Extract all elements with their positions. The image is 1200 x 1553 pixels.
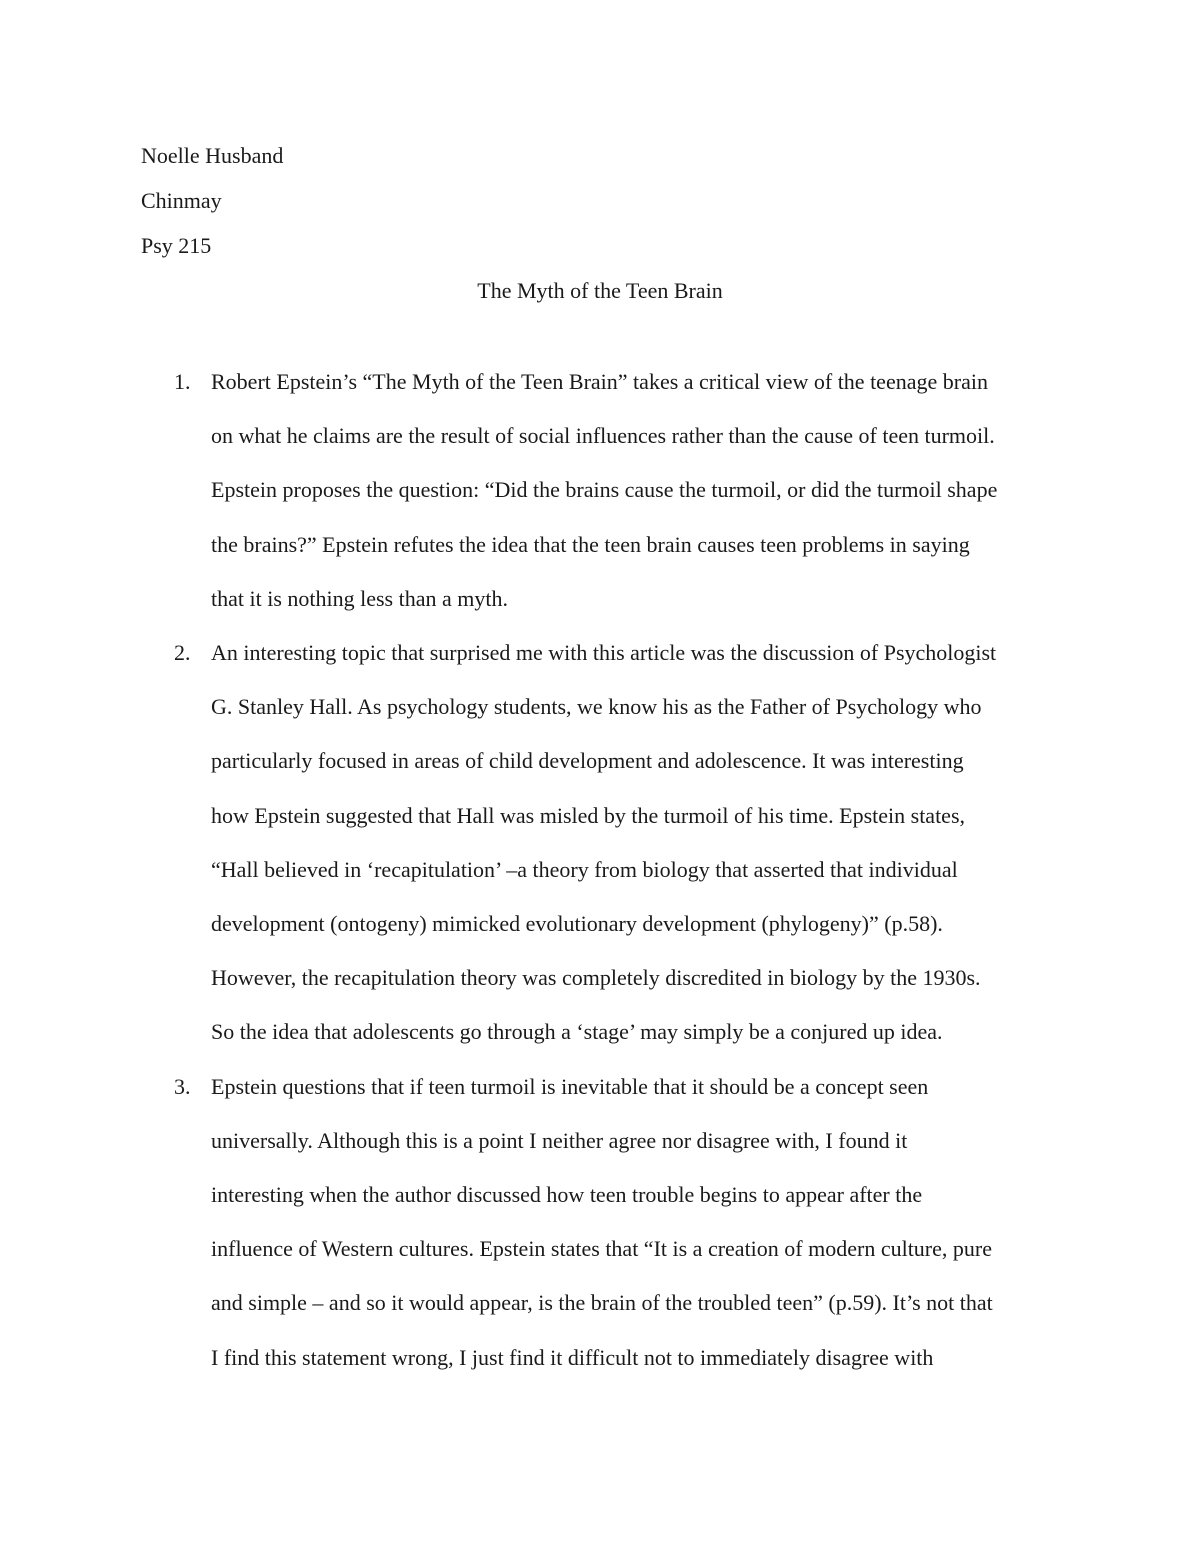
- list-item-number: 1.: [174, 369, 191, 394]
- list-item-text-line: the brains?” Epstein refutes the idea that the teen brain causes teen problems in saying: [211, 531, 970, 557]
- list-item-text-line: I find this statement wrong, I just find it difficult not to immediately disagree with: [211, 1344, 934, 1370]
- list-item-text-line: how Epstein suggested that Hall was misled by the turmoil of his time. Epstein states,: [211, 802, 966, 828]
- list-item-text-line: However, the recapitulation theory was completely discredited in biology by the 1930s.: [211, 965, 981, 991]
- list-item-text-line: Robert Epstein’s “The Myth of the Teen Brain” takes a critical view of the teenage brain: [211, 369, 988, 394]
- list-item-text-line: on what he claims are the result of social influences rather than the cause of teen turmoil.: [211, 423, 995, 449]
- course-name: Psy 215: [141, 233, 212, 258]
- list-item-text-line: Epstein proposes the question: “Did the brains cause the turmoil, or did the turmoil shape: [211, 477, 998, 503]
- list-item-number: 2.: [174, 640, 191, 665]
- list-item-text-line: and simple – and so it would appear, is the brain of the troubled teen” (p.59). It’s not that: [211, 1290, 993, 1316]
- list-item-text-line: influence of Western cultures. Epstein states that “It is a creation of modern culture, pure: [211, 1236, 992, 1262]
- list-item-text-line: interesting when the author discussed how teen trouble begins to appear after the: [211, 1182, 923, 1207]
- instructor-name: Chinmay: [141, 188, 222, 213]
- list-item-text-line: G. Stanley Hall. As psychology students, we know his as the Father of Psychology who: [211, 694, 982, 720]
- list-item-text-line: “Hall believed in ‘recapitulation’ –a theory from biology that asserted that individual: [211, 856, 958, 882]
- document-title: The Myth of the Teen Brain: [477, 278, 723, 303]
- list-item-text-line: development (ontogeny) mimicked evolutionary development (phylogeny)” (p.58).: [211, 911, 943, 936]
- list-item-text-line: that it is nothing less than a myth.: [211, 585, 508, 611]
- list-item-text-line: Epstein questions that if teen turmoil is inevitable that it should be a concept seen: [211, 1073, 929, 1099]
- list-item-number: 3.: [174, 1073, 191, 1099]
- list-item-text-line: universally. Although this is a point I neither agree nor disagree with, I found it: [211, 1127, 908, 1153]
- author-name: Noelle Husband: [141, 143, 284, 168]
- list-item-text-line: An interesting topic that surprised me with this article was the discussion of Psychologist: [211, 640, 997, 665]
- list-item-text-line: So the idea that adolescents go through a ‘stage’ may simply be a conjured up idea.: [211, 1019, 943, 1045]
- list-item-text-line: particularly focused in areas of child development and adolescence. It was interesting: [211, 748, 964, 774]
